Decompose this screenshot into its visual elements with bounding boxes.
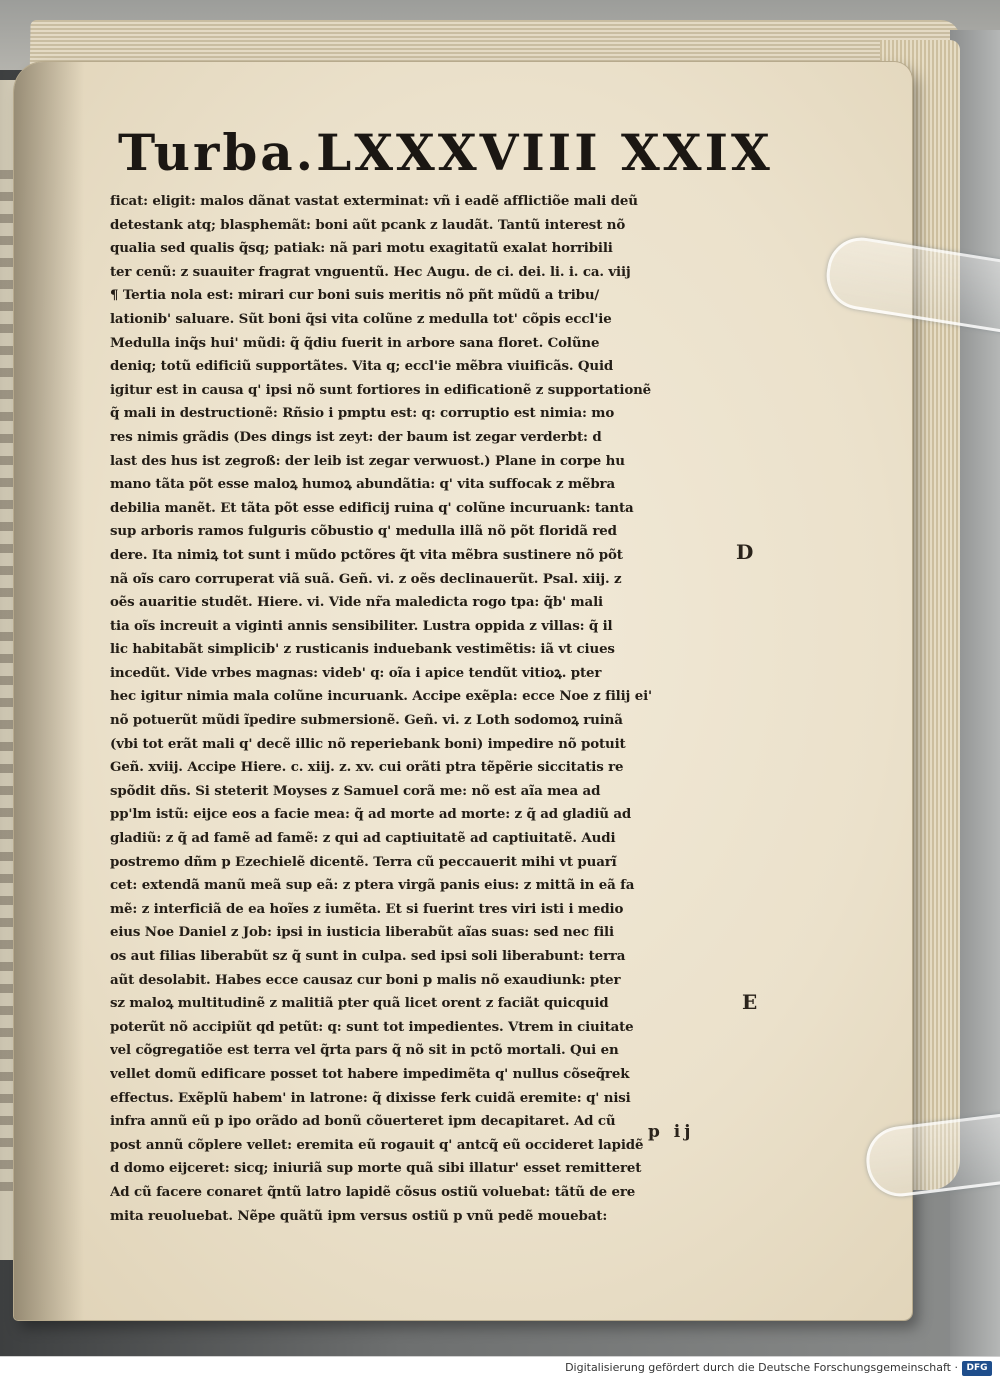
text-line: last des hus ist zegroß: der leib ist zegar verwuost.) Plane in corpe hu <box>110 452 625 469</box>
text-line: postremo dñm p Ezechielẽ dicentẽ. Terra cũ peccauerit mihi vt puarĩ <box>110 853 617 870</box>
text-line: poterũt nõ accipiũt qd petũt: q: sunt tot impedientes. Vtrem in ciuitate <box>110 1018 634 1035</box>
text-line: res nimis grãdis (Des dings ist zeyt: der baum ist zegar verderbt: d <box>110 428 602 445</box>
text-line: ter cenũ: z suauiter fragrat vnguentũ. Hec Augu. de ci. dei. li. i. ca. viij <box>110 263 631 280</box>
text-line: gladiũ: z q̃ ad famẽ ad famẽ: z qui ad captiuitatẽ ad captiuitatẽ. Audi <box>110 830 616 847</box>
text-line: ficat: eligit: malos dãnat vastat exterminat: vñ i eadẽ afflictiõe mali deũ <box>110 193 638 209</box>
text-line: mita reuoluebat. Nẽpe quãtũ ipm versus ostiũ p vnũ pedẽ mouebat: <box>110 1207 608 1224</box>
text-line: mẽ: z interficiã de ea hoĩes z iumẽta. Et si fuerint tres viri isti i medio <box>110 900 624 917</box>
dfg-logo-text: DFG <box>966 1363 988 1373</box>
text-line: nõ potuerũt mũdi ĩpedire submersionẽ. Geñ. vi. z Loth sodomoꝝ ruinã <box>110 712 623 729</box>
text-column <box>110 190 740 1228</box>
text-line: qualia sed qualis q̃sq; patiak: nã pari motu exagitatũ exalat horribili <box>110 240 613 257</box>
funding-credit: Digitalisierung gefördert durch die Deutsche Forschungsgemeinschaft · <box>565 1361 958 1374</box>
gutter-shadow <box>14 62 84 1320</box>
text-line: vellet domũ edificare posset tot habere impedimẽta q' nullus cõseq̃rek <box>110 1065 630 1082</box>
text-line: eius Noe Daniel z Job: ipsi in iusticia liberabũt aĩas suas: sed nec fili <box>110 924 614 941</box>
text-line: lationib' saluare. Sũt boni q̃si vita colũne z medulla tot' cõpis eccl'ie <box>110 310 612 327</box>
funding-credit-text: Digitalisierung gefördert durch die Deutsche Forschungsgemeinschaft <box>565 1361 951 1374</box>
text-line: tia oĩs increuit a viginti annis sensibiliter. Lustra oppida z villas: q̃ il <box>110 617 613 634</box>
text-line: pp'lm istũ: eijce eos a facie mea: q̃ ad morte ad morte: z q̃ ad gladiũ ad <box>110 806 632 823</box>
text-line: hec igitur nimia mala colũne incuruank. Accipe exẽpla: ecce Noe z filij ei' <box>110 688 652 705</box>
text-line: effectus. Exẽplũ habem' in latrone: q̃ dixisse ferk cuidã eremite: q' nisi <box>110 1089 631 1106</box>
text-line: (vbi tot erãt mali q' decẽ illic nõ reperiebank boni) impedire nõ potuit <box>110 735 626 752</box>
text-line: oẽs auaritie studẽt. Hiere. vi. Vide nr̃a maledicta rogo tpa: q̃b' mali <box>110 594 603 611</box>
running-header: Turba.LXXXVIII XXIX <box>118 123 773 182</box>
text-line: igitur est in causa q' ipsi nõ sunt fortiores in edificationẽ z supportationẽ <box>110 381 652 398</box>
text-line: Geñ. xviij. Accipe Hiere. c. xiij. z. xv. cui orãti ptra tẽpẽrie siccitatis re <box>110 759 624 776</box>
text-line: os aut filias liberabũt sz q̃ sunt in culpa. sed ipsi soli liberabunt: terra <box>110 948 626 964</box>
text-line: d domo eijceret: sicq; iniuriã sup morte quã sibi illatur' esset remitteret <box>110 1160 642 1177</box>
text-line: debilia manẽt. Et tãta põt esse edificij ruina q' colũne incuruank: tanta <box>110 499 634 516</box>
text-line: infra annũ eũ p ipo orãdo ad bonũ cõuerteret ipm decapitaret. Ad cũ <box>110 1113 616 1130</box>
text-line: incedũt. Vide vrbes magnas: videb' q: oĩa i apice tendũt vitioꝝ. pter <box>110 664 602 681</box>
text-line: ¶ Tertia nola est: mirari cur boni suis meritis nõ pñt mũdũ a tribu/ <box>110 287 600 304</box>
text-line: mano tãta põt esse maloꝝ humoꝝ abundãtia: q' vita suffocak z mẽbra <box>110 476 615 493</box>
text-line: dere. Ita nimiꝝ tot sunt i mũdo pctõres q̃t vita mẽbra sustinere nõ põt <box>110 546 623 563</box>
text-line: vel cõgregatiõe est terra vel q̃rta pars q̃ nõ sit in pctõ mortali. Qui en <box>110 1042 619 1059</box>
text-line: sz maloꝝ multitudinẽ z malitiã pter quã licet orent z faciãt quicquid <box>110 995 609 1012</box>
margin-note-e: E <box>742 990 758 1014</box>
text-line: cet: extendã manũ meã sup eã: z ptera virgã panis eius: z mittã in eã fa <box>110 877 635 894</box>
text-line: sup arboris ramos fulguris cõbustio q' medulla illã nõ põt floridã red <box>110 523 617 540</box>
text-line: Ad cũ facere conaret q̃ntũ latro lapidẽ cõsus ostiũ voluebat: tãtũ de ere <box>110 1183 636 1200</box>
footer-bar <box>0 1356 1000 1380</box>
text-line: detestank atq; blasphemãt: boni aũt pcank z laudãt. Tantũ interest nõ <box>110 216 626 233</box>
text-line: Medulla inq̃s hui' mũdi: q̃ q̃diu fuerit in arbore sana floret. Colũne <box>110 334 600 351</box>
dfg-logo <box>962 1361 992 1376</box>
text-line: deniq; totũ edificiũ supportãtes. Vita q; eccl'ie mẽbra viuificãs. Quid <box>110 358 614 375</box>
text-line: aũt desolabit. Habes ecce causaz cur boni p malis nõ exaudiunk: pter <box>110 971 621 988</box>
margin-note-d: D <box>736 540 754 564</box>
text-line: spõdit dñs. Si steterit Moyses z Samuel corã me: nõ est aĩa mea ad <box>110 782 601 799</box>
text-line: post annũ cõplere vellet: eremita eũ rogauit q' antcq̃ eũ occideret lapidẽ <box>110 1136 644 1153</box>
text-line: lic habitabãt simplicib' z rusticanis induebank vestimẽtis: iã vt ciues <box>110 641 615 658</box>
signature-mark: p ij <box>648 1122 695 1142</box>
text-line: nã oĩs caro corruperat viã suã. Geñ. vi. z oẽs declinauerũt. Psal. xiij. z <box>110 570 622 587</box>
text-line: q̃ mali in destructionẽ: Rñsio i pmptu est: q: corruptio est nimia: mo <box>110 405 615 422</box>
